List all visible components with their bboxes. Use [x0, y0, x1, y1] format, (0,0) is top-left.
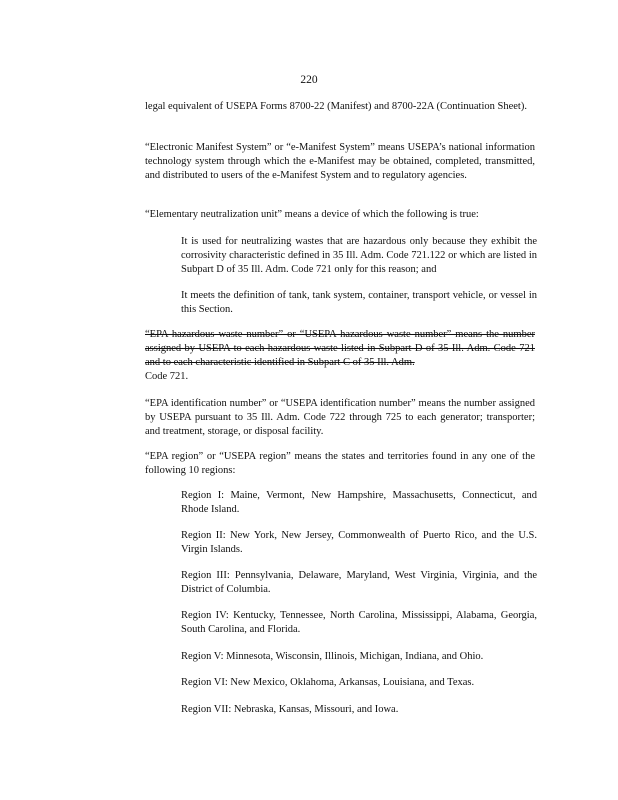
paragraph-epa-region: “EPA region” or “USEPA region” means the states and territories found in any one of the following 10 regions: — [145, 451, 535, 477]
paragraph-region-3: Region III: Pennsylvania, Delaware, Maryland, West Virginia, Virginia, and the District of Columbia. — [181, 570, 537, 596]
paragraph-elementary-neutralization-unit: “Elementary neutralization unit” means a device of which the following is true: — [145, 209, 479, 220]
paragraph-region-4: Region IV: Kentucky, Tennessee, North Carolina, Mississippi, Alabama, Georgia, South Carolina, and Florida. — [181, 610, 537, 636]
paragraph-region-7: Region VII: Nebraska, Kansas, Missouri, and Iowa. — [181, 704, 399, 715]
paragraph-neutralizing-wastes: It is used for neutralizing wastes that are hazardous only because they exhibit the corrosivity characteristic defined in 35 Ill. Adm. Code 721.122 or which are listed in Subpart D of 35 Ill. Adm. Code 721 only for this reason; and — [181, 236, 537, 276]
paragraph-region-6: Region VI: New Mexico, Oklahoma, Arkansas, Louisiana, and Texas. — [181, 677, 475, 688]
paragraph-epa-identification-number: “EPA identification number” or “USEPA identification number” means the number assigned by USEPA pursuant to 35 Ill. Adm. Code 722 through 725 to each generator; transporter; and treatment, storage, or disposal facility. — [145, 398, 535, 438]
paragraph-region-2: Region II: New York, New Jersey, Commonwealth of Puerto Rico, and the U.S. Virgin Islands. — [181, 530, 537, 556]
paragraph-code-721: Code 721. — [145, 371, 189, 382]
paragraph-region-1: Region I: Maine, Vermont, New Hampshire, Massachusetts, Connecticut, and Rhode Island. — [181, 490, 537, 516]
paragraph-tank-definition: It meets the definition of tank, tank system, container, transport vehicle, or vessel in this Section. — [181, 290, 537, 316]
paragraph-electronic-manifest-system: “Electronic Manifest System” or “e-Manifest System” means USEPA’s national information technology system through which the e-Manifest may be obtained, completed, transmitted, and distributed to users of the e-Manifest System and to regulatory agencies. — [145, 142, 535, 182]
paragraph-manifest-forms: legal equivalent of USEPA Forms 8700-22 (Manifest) and 8700-22A (Continuation Sheet). — [145, 101, 527, 112]
page-number: 220 — [300, 74, 318, 86]
paragraph-epa-hazardous-waste-number-struck: “EPA hazardous waste number” or “USEPA hazardous waste number” means the number assigned by USEPA to each hazardous waste listed in Subpart D of 35 Ill. Adm. Code 721 and to each characteristic identified in Subpart C of 35 Ill. Adm. — [145, 329, 535, 369]
paragraph-region-5: Region V: Minnesota, Wisconsin, Illinois, Michigan, Indiana, and Ohio. — [181, 651, 484, 662]
